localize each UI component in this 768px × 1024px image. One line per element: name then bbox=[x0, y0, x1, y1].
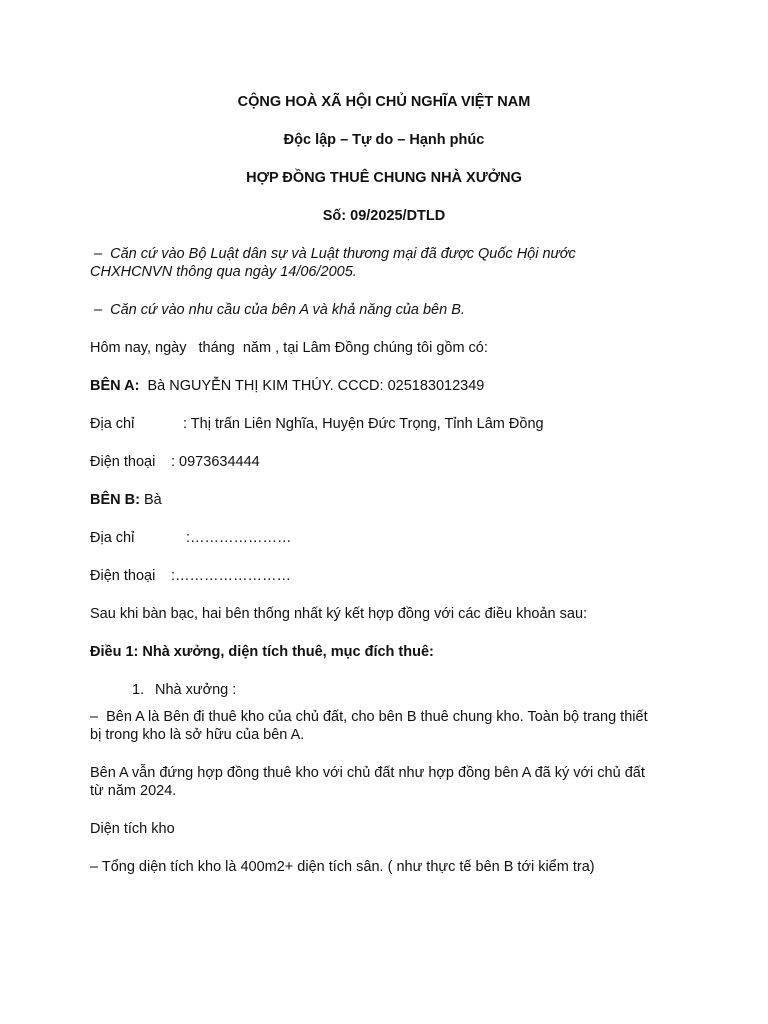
legal-basis-2: – Căn cứ vào nhu cầu của bên A và khả năng của bên B. bbox=[90, 302, 465, 318]
article-1-para-1-line-2: bị trong kho là sở hữu của bên A. bbox=[90, 727, 305, 743]
area-label: Diện tích kho bbox=[90, 821, 175, 837]
legal-basis-1-line-1: – Căn cứ vào Bộ Luật dân sự và Luật thương mại đã được Quốc Hội nước bbox=[90, 246, 576, 262]
party-a-address-value: : Thị trấn Liên Nghĩa, Huyện Đức Trọng, Tỉnh Lâm Đồng bbox=[183, 416, 544, 432]
motto-heading: Độc lập – Tự do – Hạnh phúc bbox=[283, 132, 485, 148]
contract-number: Số: 09/2025/DTLD bbox=[322, 208, 446, 224]
party-a-label: BÊN A: bbox=[90, 378, 140, 394]
party-b-address-label: Địa chỉ bbox=[90, 530, 135, 546]
party-b-line bbox=[90, 491, 162, 509]
list-item-number: 1. bbox=[132, 682, 145, 698]
intro-sentence: Hôm nay, ngày tháng năm , tại Lâm Đồng chúng tôi gồm có: bbox=[90, 340, 488, 356]
party-a-name: Bà NGUYỄN THỊ KIM THÚY. CCCD: 025183012349 bbox=[139, 378, 485, 394]
article-1-heading: Điều 1: Nhà xưởng, diện tích thuê, mục đích thuê: bbox=[90, 644, 434, 660]
party-a-address-label: Địa chỉ bbox=[90, 416, 135, 432]
party-b-name: Bà bbox=[139, 492, 162, 508]
area-detail: – Tổng diện tích kho là 400m2+ diện tích sân. ( như thực tế bên B tới kiểm tra) bbox=[90, 859, 595, 875]
legal-basis-1-line-2: CHXHCNVN thông qua ngày 14/06/2005. bbox=[90, 264, 357, 280]
article-1-para-2-line-1: Bên A vẫn đứng hợp đồng thuê kho với chủ đất như hợp đồng bên A đã ký với chủ đất bbox=[90, 765, 645, 781]
party-b-phone-label: Điện thoại bbox=[90, 568, 156, 584]
party-a-line bbox=[90, 377, 484, 395]
party-a-phone-label: Điện thoại bbox=[90, 454, 156, 470]
nation-heading: CỘNG HOÀ XÃ HỘI CHỦ NGHĨA VIỆT NAM bbox=[237, 94, 531, 110]
contract-title: HỢP ĐỒNG THUÊ CHUNG NHÀ XƯỞNG bbox=[246, 170, 522, 186]
party-b-label: BÊN B: bbox=[90, 492, 140, 508]
article-1-para-1-line-1: – Bên A là Bên đi thuê kho của chủ đất, cho bên B thuê chung kho. Toàn bộ trang thiết bbox=[90, 709, 648, 725]
party-a-phone-value: : 0973634444 bbox=[171, 454, 260, 470]
party-b-phone-value: :…………………… bbox=[171, 568, 292, 584]
party-b-address-value: :………………… bbox=[186, 530, 292, 546]
list-item-label: Nhà xưởng : bbox=[155, 682, 237, 698]
agreement-sentence: Sau khi bàn bạc, hai bên thống nhất ký kết hợp đồng với các điều khoản sau: bbox=[90, 606, 588, 622]
article-1-para-2-line-2: từ năm 2024. bbox=[90, 783, 177, 799]
